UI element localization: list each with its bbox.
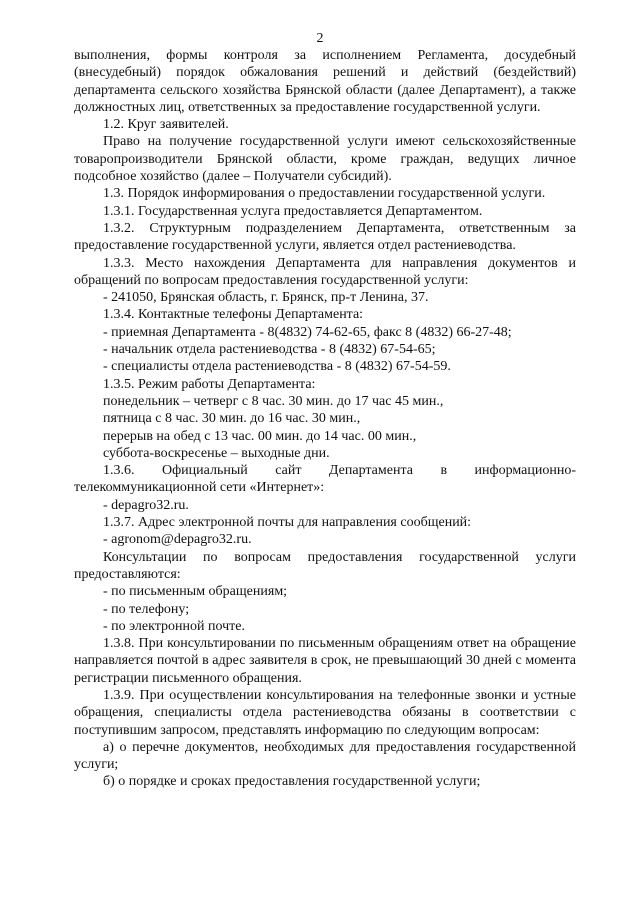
paragraph: - по письменным обращениям;: [103, 584, 288, 600]
paragraph: 1.3.8. При консультировании по письменным обращениям ответ на обращение направляется почтой в адрес заявителя в срок, не превышающий 30 дней с момента регистрации письменного обращения.: [74, 636, 576, 686]
paragraph: 1.3.4. Контактные телефоны Департамента:: [103, 307, 364, 323]
paragraph: 1.3.2. Структурным подразделением Департамента, ответственным за предоставление государственной услуги, является отдел растениеводства.: [74, 220, 576, 254]
paragraph: а) о перечне документов, необходимых для предоставления государственной услуги;: [74, 739, 576, 773]
paragraph: - 241050, Брянская область, г. Брянск, пр-т Ленина, 37.: [103, 290, 429, 306]
paragraph: Право на получение государственной услуги имеют сельскохозяйственные товаропроизводители Брянской области, кроме граждан, ведущих личное подсобное хозяйство (далее – Получатели субсидий).: [74, 134, 576, 185]
paragraph: 1.2. Круг заявителей.: [103, 117, 229, 133]
paragraph: - по электронной почте.: [103, 618, 245, 634]
page-number: 2: [316, 31, 324, 46]
paragraph: - начальник отдела растениеводства - 8 (4832) 67-54-65;: [103, 342, 436, 358]
paragraph: - по телефону;: [103, 601, 190, 617]
paragraph: 1.3.3. Место нахождения Департамента для направления документов и обращений по вопросам предоставления государственной услуги:: [74, 255, 576, 288]
paragraph: - depagro32.ru.: [103, 497, 189, 513]
paragraph: перерыв на обед с 13 час. 00 мин. до 14 час. 00 мин.,: [103, 428, 417, 444]
paragraph: суббота-воскресенье – выходные дни.: [103, 445, 330, 461]
paragraph: б) о порядке и сроках предоставления государственной услуги;: [103, 774, 481, 790]
paragraph: выполнения, формы контроля за исполнением Регламента, досудебный (внесудебный) порядок обжалования решений и действий (бездействий) департамента сельского хозяйства Брянской области (далее Департамент), а также должностных лиц, ответственных за предоставление государственной услуги.: [74, 48, 576, 115]
paragraph: 1.3.5. Режим работы Департамента:: [103, 376, 316, 392]
paragraph: 1.3.9. При осуществлении консультирования на телефонные звонки и устные обращения, специалисты отдела растениеводства обязаны в соответствии с поступившим запросом, представлять информацию по следующим вопросам:: [74, 687, 576, 738]
paragraph: 1.3.7. Адрес электронной почты для направления сообщений:: [103, 515, 472, 531]
paragraph: - специалисты отдела растениеводства - 8 (4832) 67-54-59.: [103, 359, 451, 375]
paragraph: - приемная Департамента - 8(4832) 74-62-65, факс 8 (4832) 66-27-48;: [103, 324, 512, 340]
paragraph: 1.3. Порядок информирования о предоставлении государственной услуги.: [103, 186, 546, 202]
paragraph: пятница с 8 час. 30 мин. до 16 час. 30 мин.,: [103, 411, 361, 427]
paragraph: 1.3.1. Государственная услуга предоставляется Департаментом.: [103, 203, 483, 219]
paragraph: - agronom@depagro32.ru.: [103, 532, 252, 548]
paragraph: Консультации по вопросам предоставления государственной услуги предоставляются:: [74, 549, 576, 582]
document-body: [74, 47, 576, 791]
paragraph: 1.3.6. Официальный сайт Департамента в информационно-телекоммуникационной сети «Интернет»:: [74, 463, 576, 496]
paragraph: понедельник – четверг с 8 час. 30 мин. до 17 час 45 мин.,: [103, 393, 444, 409]
